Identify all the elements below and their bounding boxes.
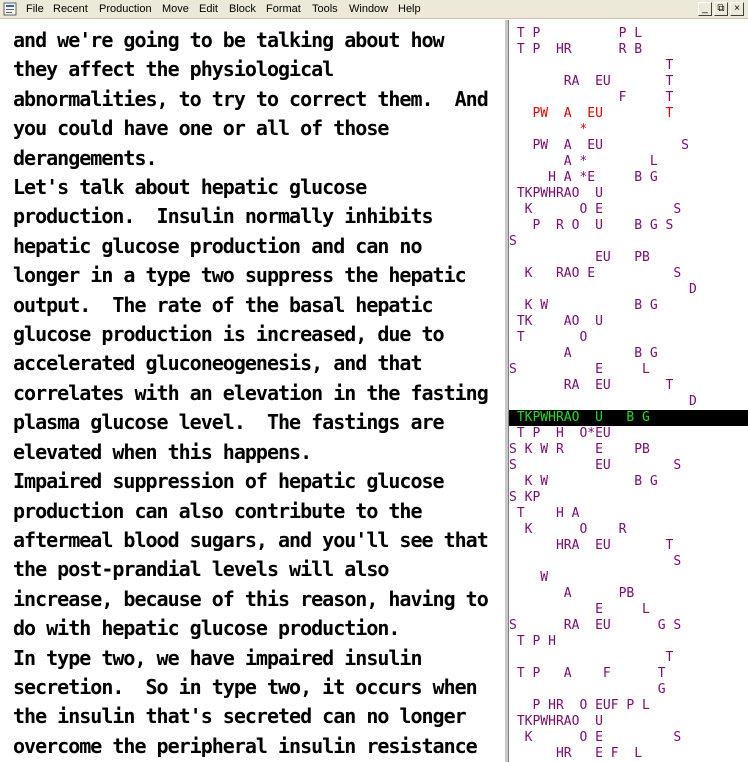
steno-line[interactable]: RA EU T — [509, 378, 674, 393]
steno-line[interactable]: K O R — [509, 522, 627, 537]
steno-line[interactable]: H A *E B G — [509, 170, 658, 185]
steno-line[interactable]: * — [509, 122, 588, 137]
steno-line[interactable]: TKPWHRAO U — [509, 186, 603, 201]
steno-line[interactable]: PW A EU S — [509, 138, 690, 153]
steno-line[interactable]: P R O U B G S — [509, 218, 674, 233]
menu-block[interactable]: Block — [229, 3, 256, 15]
steno-line[interactable]: D — [509, 394, 697, 409]
steno-line[interactable]: K O E S — [509, 202, 682, 217]
steno-line[interactable]: TKPWHRAO U — [509, 714, 603, 729]
steno-line[interactable]: K O E S — [509, 730, 682, 745]
steno-line[interactable]: T P P L — [509, 26, 643, 41]
steno-line[interactable]: E L — [509, 602, 650, 617]
steno-line[interactable]: K W B G — [509, 474, 658, 489]
menu-move[interactable]: Move — [162, 3, 189, 15]
steno-line[interactable]: T P H — [509, 634, 556, 649]
steno-line[interactable]: HR E F L — [509, 746, 643, 761]
transcript-text[interactable]: and we're going to be talking about how they affect the physiological abnormalities, to try to correct them. And you could have one or all of those derangements. Let's talk about hepatic glucose production. Insulin normally inhibits hepatic glucose production and can no longer in a type two suppress the hepatic output. The rate of the basal hepatic glucose production is increased, due to accelerated gluconeogenesis, and that correlates with an elevation in the fasting plasma glucose level. The fastings are elevated when this happens. Impaired suppression of hepatic glucose production can also contribute to the aftermeal blood sugars, and you'll see that the post-prandial levels will also increase, because of this reason, having to do with hepatic glucose production. In type two, we have impaired insulin secretion. So in type two, it occurs when the insulin that's secreted can no longer overcome the peripheral insulin resistance — [13, 28, 488, 758]
steno-line[interactable]: S — [509, 234, 517, 249]
steno-line[interactable]: A * L — [509, 154, 658, 169]
steno-line[interactable]: TK AO U — [509, 314, 603, 329]
menu-edit[interactable]: Edit — [199, 3, 218, 15]
steno-line[interactable]: T H A — [509, 506, 580, 521]
menu-window[interactable]: Window — [349, 3, 389, 15]
steno-line[interactable]: HRA EU T — [509, 538, 674, 553]
menu-recent[interactable]: Recent — [53, 3, 88, 15]
steno-line[interactable]: RA EU T — [509, 74, 674, 89]
menu-bar — [0, 0, 748, 19]
steno-line-current[interactable]: TKPWHRAO U B G — [509, 410, 748, 426]
menu-format[interactable]: Format — [266, 3, 301, 15]
steno-line[interactable]: PW A EU T — [509, 106, 674, 121]
steno-line[interactable]: S K W R E PB — [509, 442, 650, 457]
steno-line[interactable]: T O — [509, 330, 588, 345]
steno-line[interactable]: A PB — [509, 586, 635, 601]
app-icon[interactable] — [3, 2, 17, 16]
transcript-editor[interactable] — [0, 20, 505, 762]
minimize-button[interactable]: _ — [698, 2, 712, 16]
steno-line[interactable]: G — [509, 682, 666, 697]
steno-line[interactable]: S EU S — [509, 458, 682, 473]
steno-line[interactable]: T P H O*EU — [509, 426, 611, 441]
menu-help[interactable]: Help — [398, 3, 421, 15]
steno-line[interactable]: EU PB — [509, 250, 650, 265]
menu-file[interactable]: File — [26, 3, 44, 15]
steno-line[interactable]: P HR O EUF P L — [509, 698, 650, 713]
menu-tools[interactable]: Tools — [312, 3, 338, 15]
menu-production[interactable]: Production — [99, 3, 152, 15]
steno-line[interactable]: W — [509, 570, 549, 585]
steno-line[interactable]: F T — [509, 90, 674, 105]
steno-line[interactable]: T — [509, 650, 674, 665]
steno-line[interactable]: S RA EU G S — [509, 618, 682, 633]
steno-notes-pane[interactable] — [508, 20, 748, 762]
steno-line[interactable]: K RAO E S — [509, 266, 682, 281]
steno-line[interactable]: T P A F T — [509, 666, 666, 681]
steno-line[interactable]: K W B G — [509, 298, 658, 313]
steno-line[interactable]: T P HR R B — [509, 42, 643, 57]
steno-line[interactable]: D — [509, 282, 697, 297]
steno-line[interactable]: T — [509, 58, 674, 73]
steno-line[interactable]: S — [509, 554, 682, 569]
steno-line[interactable]: S E L — [509, 362, 650, 377]
steno-line[interactable]: S KP — [509, 490, 541, 505]
steno-line[interactable]: A B G — [509, 346, 658, 361]
close-button[interactable]: × — [730, 2, 744, 16]
restore-button[interactable]: ⧉ — [714, 2, 728, 16]
